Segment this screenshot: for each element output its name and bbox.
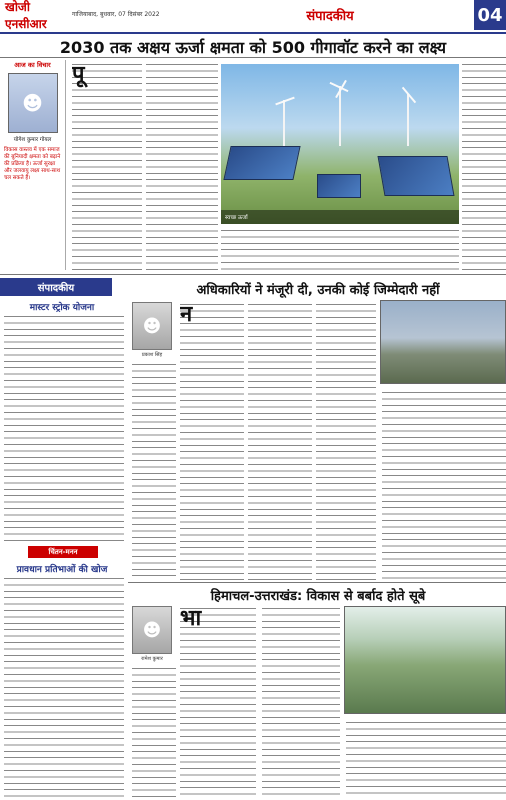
sidebar-quote: विकास वास्तव में एक समाज की बुनियादी क्षमता को बढ़ाने की प्रक्रिया है। ऊर्जा सुरक्षा और जलवायु लक्ष्य साथ-साथ चल सकते हैं। — [4, 147, 61, 181]
editorial-subheadline: मास्टर स्ट्रोक योजना — [29, 303, 95, 313]
text-lines — [180, 302, 244, 580]
columnist-photo — [8, 73, 58, 133]
author-name: रामेश कुमार — [141, 656, 163, 662]
solar-panel — [223, 146, 300, 180]
lead-headline: 2030 तक अक्षय ऊर्जा क्षमता को 500 गीगावॉट करने का लक्ष्य — [59, 38, 447, 57]
lead-dropcap: पू — [72, 62, 85, 87]
text-lines — [132, 362, 176, 580]
section-rule — [0, 274, 506, 275]
person-icon: ☻ — [142, 619, 162, 641]
text-lines — [132, 666, 176, 798]
wind-turbine — [407, 94, 409, 146]
article3-headline: हिमाचल-उत्तराखंड: विकास से बर्बाद होते सूबे — [210, 589, 426, 604]
text-lines — [248, 302, 312, 580]
river-landscape-image — [344, 606, 506, 714]
article3-column-1 — [180, 606, 256, 798]
page-header — [0, 0, 506, 30]
editorial-column — [4, 314, 124, 542]
article2-column-4 — [382, 390, 506, 580]
turbine-blade — [402, 87, 416, 104]
text-lines — [146, 62, 218, 272]
editorial-section-label: संपादकीय — [0, 278, 112, 296]
article2-column-1 — [180, 302, 244, 580]
section-rule — [128, 582, 506, 583]
renewable-energy-image — [221, 64, 459, 224]
turbine-blade — [275, 97, 294, 106]
text-lines — [221, 228, 459, 272]
person-icon: ☻ — [142, 315, 162, 337]
text-lines — [316, 302, 376, 580]
industrial-plant-image — [380, 300, 506, 384]
editorial-subheadline-2: प्रावधान प्रतिभाओं की खोज — [16, 565, 108, 575]
section-title: संपादकीय — [306, 9, 354, 24]
lead-column-2 — [146, 62, 218, 272]
article3-column-0 — [132, 666, 176, 798]
editorial-column-2 — [4, 576, 124, 798]
text-lines — [4, 576, 124, 798]
text-lines — [4, 314, 124, 542]
person-icon: ☻ — [22, 91, 43, 115]
text-lines — [262, 606, 340, 798]
page-number: 04 — [474, 0, 506, 30]
dateline: गाजियाबाद, बुधवार, 07 दिसंबर 2022 — [72, 11, 160, 18]
thought-sidebar — [0, 60, 66, 270]
solar-panel — [317, 174, 361, 198]
brand-logo: खोजी एनसीआर — [5, 0, 47, 31]
article2-headline: अधिकारियों ने मंजूरी दी, उनकी कोई जिम्मेदारी नहीं — [196, 283, 440, 298]
text-lines — [462, 62, 506, 272]
solar-panel — [377, 156, 454, 196]
columnist-name: योगेश कुमार गोयल — [13, 137, 52, 143]
wind-turbine — [339, 86, 341, 146]
article3-column-3 — [346, 720, 506, 798]
headline-rule — [0, 57, 506, 58]
text-lines — [72, 62, 142, 272]
article3-dropcap: भा — [180, 606, 202, 631]
article3-column-2 — [262, 606, 340, 798]
image-caption: स्वच्छ ऊर्जा — [221, 210, 459, 224]
author-name: प्रकाश सिंह — [141, 352, 163, 358]
wind-turbine — [283, 100, 285, 146]
text-lines — [382, 390, 506, 580]
editorial-tag: चिंतन-मनन — [28, 546, 98, 558]
author-photo — [132, 606, 172, 654]
text-lines — [346, 720, 506, 798]
text-lines — [180, 606, 256, 798]
article2-column-2 — [248, 302, 312, 580]
lead-column-below-image — [221, 228, 459, 272]
article2-column-3 — [316, 302, 376, 580]
sidebar-title: आज का विचार — [14, 61, 51, 69]
author-photo — [132, 302, 172, 350]
article2-column-0 — [132, 362, 176, 580]
article2-dropcap: न — [180, 302, 193, 327]
lead-column-4 — [462, 62, 506, 272]
header-divider — [0, 32, 506, 34]
lead-column-1 — [72, 62, 142, 272]
